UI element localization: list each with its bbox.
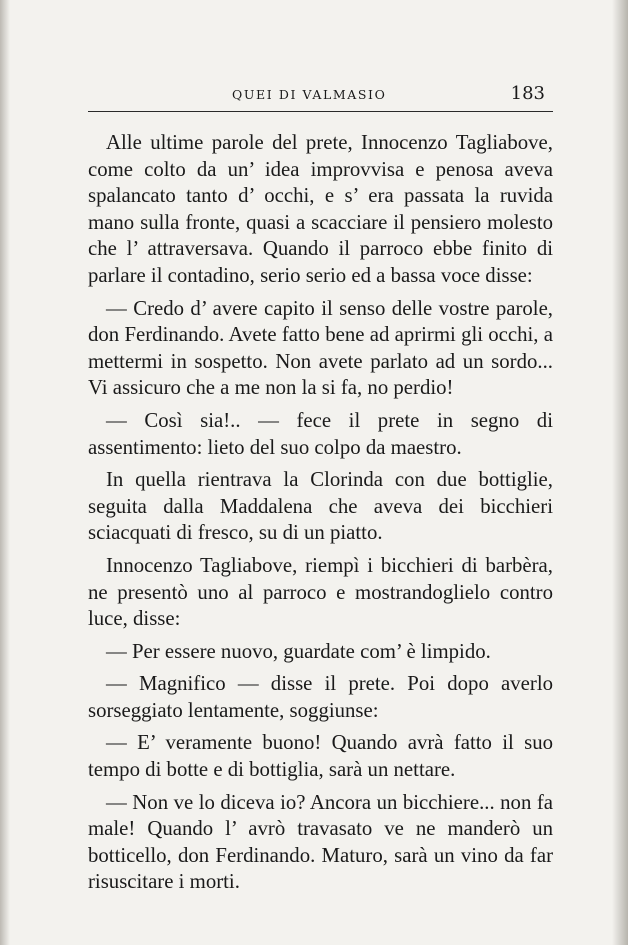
running-title: QUEI DI VALMASIO — [232, 87, 387, 102]
page-edge-shadow — [612, 0, 628, 945]
body-text — [88, 130, 553, 902]
paragraph: Alle ultime parole del prete, Innocenzo Tagliabove, come colto da un’ idea improvvisa e penosa aveva spalancato tanto d’ occhi, e s’ era passata la ruvida mano sulla fronte, quasi a scacciare il pensiero molesto che l’ attraversava. Quando il parroco ebbe finito di parlare il contadino, serio serio ed a bassa voce disse: — [88, 131, 553, 287]
paragraph: In quella rientrava la Clorinda con due bottiglie, seguita dalla Maddalena che aveva dei bicchieri sciacquati di fresco, su di un piatto. — [88, 468, 553, 545]
paragraph: — Magnifico — disse il prete. Poi dopo averlo sorseggiato lentamente, soggiunse: — [88, 672, 553, 722]
binding-shadow — [0, 0, 10, 945]
page-number: 183 — [510, 83, 545, 104]
running-header — [88, 80, 553, 112]
paragraph: — Credo d’ avere capito il senso delle vostre parole, don Ferdinando. Avete fatto bene ad aprirmi gli occhi, a mettermi in sospetto. Non avete parlato ad un sordo... Vi assicuro che a me non la si fa, no perdio! — [88, 296, 553, 400]
header-rule — [88, 111, 553, 112]
paragraph: — E’ veramente buono! Quando avrà fatto il suo tempo di botte e di bottiglia, sarà un nettare. — [88, 731, 553, 782]
paragraph: — Per essere nuovo, guardate com’ è limpido. — [106, 639, 491, 663]
paragraph: — Così sia!.. — fece il prete in segno di assentimento: lieto del suo colpo da maestro. — [88, 408, 553, 459]
paragraph: Innocenzo Tagliabove, riempì i bicchieri di barbèra, ne presentò uno al parroco e mostrandoglielo contro luce, disse: — [88, 553, 553, 631]
paragraph: — Non ve lo diceva io? Ancora un bicchiere... non fa male! Quando l’ avrò travasato ve ne manderò un botticello, don Ferdinando. Maturo, sarà un vino da far risuscitare i morti. — [88, 790, 553, 894]
